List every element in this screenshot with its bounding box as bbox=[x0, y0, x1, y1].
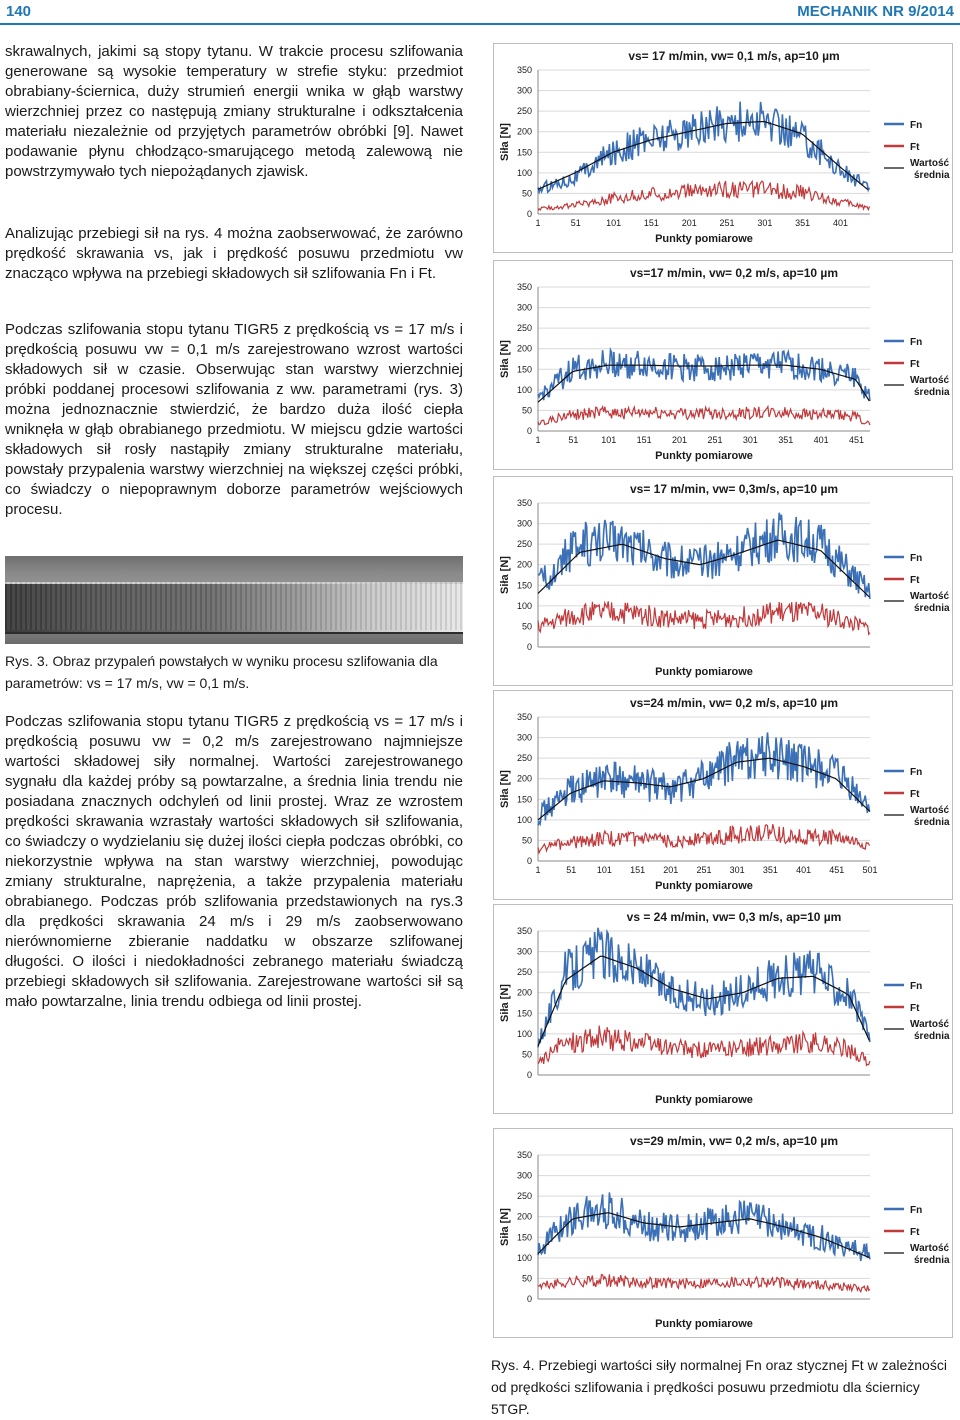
y-tick-label: 350 bbox=[516, 282, 532, 292]
legend-label: Fn bbox=[910, 337, 923, 348]
force-chart-svg bbox=[494, 1129, 954, 1339]
x-tick-label: 401 bbox=[813, 435, 829, 445]
figure-3-caption: Rys. 3. Obraz przypaleń powstałych w wyniku procesu szlifowania dla parametrów: vs = 17 m/s, vw = 0,1 m/s. bbox=[5, 653, 438, 691]
y-tick-label: 0 bbox=[526, 426, 532, 436]
force-chart-svg bbox=[494, 44, 954, 254]
force-chart-svg bbox=[494, 261, 954, 471]
y-tick-label: 200 bbox=[516, 773, 532, 784]
journal-title: MECHANIK NR 9/2014 bbox=[797, 3, 954, 20]
page-header bbox=[0, 0, 960, 30]
force-chart-4 bbox=[493, 690, 953, 900]
y-tick-label: 200 bbox=[516, 343, 532, 354]
legend-label: Wartość bbox=[910, 1243, 950, 1254]
series-ft-line bbox=[538, 824, 870, 853]
x-tick-label: 151 bbox=[630, 865, 646, 875]
x-tick-label: 1 bbox=[535, 435, 541, 445]
legend-label: Wartość bbox=[910, 591, 950, 602]
chart-title: vs = 24 m/min, vw= 0,3 m/s, ap=10 µm bbox=[626, 910, 842, 924]
series-fn-line bbox=[538, 928, 870, 1048]
series-fn-line bbox=[538, 1192, 870, 1261]
y-tick-label: 250 bbox=[516, 753, 532, 764]
chart-title: vs= 17 m/min, vw= 0,1 m/s, ap=10 µm bbox=[628, 49, 840, 63]
y-tick-label: 300 bbox=[516, 732, 532, 743]
x-tick-label: 151 bbox=[636, 435, 652, 445]
legend-label: Fn bbox=[910, 767, 923, 778]
x-tick-label: 1 bbox=[535, 218, 541, 228]
legend-label: Wartość bbox=[910, 375, 950, 386]
chart-title: vs=29 m/min, vw= 0,2 m/s, ap=10 µm bbox=[629, 1134, 839, 1148]
y-tick-label: 200 bbox=[516, 126, 532, 137]
y-tick-label: 350 bbox=[516, 65, 532, 75]
y-tick-label: 50 bbox=[521, 188, 532, 199]
legend-label: Wartość bbox=[910, 1019, 950, 1030]
force-chart-1 bbox=[493, 43, 953, 253]
legend-label: średnia bbox=[914, 170, 950, 181]
y-axis-label: Siła [N] bbox=[499, 1208, 511, 1246]
x-tick-label: 251 bbox=[719, 218, 735, 228]
page-number: 140 bbox=[6, 3, 32, 20]
y-tick-label: 150 bbox=[516, 1008, 532, 1019]
x-tick-label: 51 bbox=[570, 218, 581, 228]
y-tick-label: 250 bbox=[516, 106, 532, 117]
x-tick-label: 401 bbox=[796, 865, 812, 875]
series-fn-line bbox=[538, 513, 870, 599]
y-tick-label: 100 bbox=[516, 600, 532, 611]
y-tick-label: 50 bbox=[521, 1273, 532, 1284]
y-tick-label: 200 bbox=[516, 987, 532, 998]
y-tick-label: 150 bbox=[516, 1232, 532, 1243]
legend-label: Fn bbox=[910, 120, 923, 131]
x-tick-label: 251 bbox=[707, 435, 723, 445]
y-axis-label: Siła [N] bbox=[499, 770, 511, 808]
force-chart-svg bbox=[494, 905, 954, 1115]
y-axis-label: Siła [N] bbox=[499, 340, 511, 378]
paragraph-2: Analizując przebiegi sił na rys. 4 można zaobserwować, że zarówno prędkość skrawania vs, jak i prędkość posuwu przedmiotu vw znacząco wpływa na przebiegi składowych sił szlifowania Fn i Ft. bbox=[5, 225, 463, 282]
force-chart-2 bbox=[493, 260, 953, 470]
y-tick-label: 300 bbox=[516, 85, 532, 96]
y-tick-label: 350 bbox=[516, 498, 532, 508]
y-tick-label: 0 bbox=[526, 856, 532, 866]
series-fn-line bbox=[538, 102, 870, 193]
force-chart-6 bbox=[493, 1128, 953, 1338]
x-tick-label: 101 bbox=[601, 435, 617, 445]
x-axis-label: Punkty pomiarowe bbox=[655, 1094, 753, 1106]
legend-label: Wartość bbox=[910, 805, 950, 816]
paragraph-3: Podczas szlifowania stopu tytanu TIGR5 z prędkością vs = 17 m/s i prędkością posuwu vw = 0,1 m/s zarejestrowano wzrost wartości składowych sił w czasie. Obserwując stan warstwy wierzchniej próbki poddanej procesowi szlifowania z ww. parametrami (rys. 3) można jednoznacznie stwierdzić, że bardzo duża ilość ciepła wniknęła w głąb obrabianego przedmiotu. W miejscu gdzie wartości składowych sił rosły nastąpiły zmiany strukturalne materiału, powstały przypalenia warstwy wierzchniej na większej części próbki, co świadczy o niepoprawnym doborze parametrów wejściowych procesu. bbox=[5, 321, 463, 518]
burn-marks-photo bbox=[5, 556, 463, 644]
force-chart-svg bbox=[494, 691, 954, 901]
x-tick-label: 201 bbox=[663, 865, 679, 875]
legend-label: Ft bbox=[910, 1003, 920, 1014]
legend-label: Ft bbox=[910, 1227, 920, 1238]
y-axis-label: Siła [N] bbox=[499, 123, 511, 161]
legend-label: Ft bbox=[910, 789, 920, 800]
x-tick-label: 1 bbox=[535, 865, 541, 875]
y-tick-label: 150 bbox=[516, 580, 532, 591]
x-tick-label: 251 bbox=[696, 865, 712, 875]
y-tick-label: 200 bbox=[516, 1211, 532, 1222]
x-axis-label: Punkty pomiarowe bbox=[655, 233, 753, 245]
y-tick-label: 350 bbox=[516, 712, 532, 722]
y-tick-label: 250 bbox=[516, 1191, 532, 1202]
series-ft-line bbox=[538, 407, 870, 425]
y-tick-label: 0 bbox=[526, 1294, 532, 1304]
x-axis-label: Punkty pomiarowe bbox=[655, 666, 753, 678]
y-tick-label: 50 bbox=[521, 621, 532, 632]
y-tick-label: 200 bbox=[516, 559, 532, 570]
legend-label: Ft bbox=[910, 575, 920, 586]
series-ft-line bbox=[538, 1026, 870, 1066]
chart-title: vs= 17 m/min, vw= 0,3m/s, ap=10 µm bbox=[629, 482, 839, 496]
legend-label: Ft bbox=[910, 142, 920, 153]
y-tick-label: 100 bbox=[516, 814, 532, 825]
force-chart-3 bbox=[493, 476, 953, 686]
x-axis-label: Punkty pomiarowe bbox=[655, 450, 753, 462]
header-rule bbox=[0, 23, 960, 25]
y-tick-label: 0 bbox=[526, 209, 532, 219]
y-tick-label: 0 bbox=[526, 1070, 532, 1080]
x-tick-label: 51 bbox=[566, 865, 577, 875]
y-tick-label: 300 bbox=[516, 518, 532, 529]
y-tick-label: 300 bbox=[516, 946, 532, 957]
y-tick-label: 100 bbox=[516, 1252, 532, 1263]
y-tick-label: 150 bbox=[516, 364, 532, 375]
y-tick-label: 300 bbox=[516, 1170, 532, 1181]
x-tick-label: 401 bbox=[832, 218, 849, 228]
series-ft-line bbox=[538, 1274, 870, 1291]
force-chart-svg bbox=[494, 477, 954, 687]
y-tick-label: 300 bbox=[516, 302, 532, 313]
y-tick-label: 50 bbox=[521, 1049, 532, 1060]
y-tick-label: 350 bbox=[516, 1150, 532, 1160]
y-tick-label: 100 bbox=[516, 167, 532, 178]
y-tick-label: 150 bbox=[516, 147, 532, 158]
y-tick-label: 50 bbox=[521, 405, 532, 416]
force-chart-5 bbox=[493, 904, 953, 1114]
y-tick-label: 250 bbox=[516, 967, 532, 978]
x-tick-label: 151 bbox=[643, 218, 659, 228]
legend-label: Fn bbox=[910, 553, 923, 564]
x-axis-label: Punkty pomiarowe bbox=[655, 880, 753, 892]
x-tick-label: 351 bbox=[778, 435, 794, 445]
legend-label: średnia bbox=[914, 1031, 950, 1042]
legend-label: średnia bbox=[914, 817, 950, 828]
x-tick-label: 351 bbox=[762, 865, 778, 875]
y-tick-label: 250 bbox=[516, 539, 532, 550]
y-tick-label: 150 bbox=[516, 794, 532, 805]
legend-label: Fn bbox=[910, 1205, 923, 1216]
y-tick-label: 50 bbox=[521, 835, 532, 846]
legend-label: średnia bbox=[914, 387, 950, 398]
chart-title: vs=17 m/min, vw= 0,2 m/s, ap=10 µm bbox=[629, 266, 839, 280]
y-tick-label: 100 bbox=[516, 1028, 532, 1039]
x-tick-label: 201 bbox=[672, 435, 688, 445]
x-axis-label: Punkty pomiarowe bbox=[655, 1318, 753, 1330]
y-tick-label: 250 bbox=[516, 323, 532, 334]
x-tick-label: 301 bbox=[742, 435, 758, 445]
y-axis-label: Siła [N] bbox=[499, 556, 511, 594]
legend-label: średnia bbox=[914, 1255, 950, 1266]
series-ft-line bbox=[538, 181, 870, 211]
legend-label: Wartość bbox=[910, 158, 950, 169]
paragraph-1: skrawalnych, jakimi są stopy tytanu. W trakcie procesu szlifowania generowane są wysokie temperatury w strefie styku: przedmiot obrabiany-ściernica, duży strumień energii wnika w głąb warstwy wierzchniej przez co następują zmiany strukturalne i odkształcenia materiału niezależnie od przyjętych parametrów obróbki [9]. Nawet podawanie płynu chłodząco-smarującego metodą zalewową nie powstrzymywało tych niepożądanych zjawisk. bbox=[5, 43, 463, 180]
series-fn-line bbox=[538, 350, 870, 401]
x-tick-label: 201 bbox=[681, 218, 697, 228]
x-tick-label: 101 bbox=[596, 865, 612, 875]
paragraph-4: Podczas szlifowania stopu tytanu TIGR5 z prędkością vs = 17 m/s i prędkością posuwu vw = 0,2 m/s zarejestrowano najmniejsze wartości składowej siły normalnej. Wartości zarejestrowanego sygnału dla każdej próby są powtarzalne, a średnia linia trendu nie posiadana znacznych odchyleń od linii prostej. Wraz ze wzrostem prędkości skrawania wzrastały wartości składowych sił szlifowania, co świadczy o wydzielaniu się dużej ilości ciepła podczas obróbki, co niekorzystnie wpływa na stan warstwy wierzchniej, powodując zmiany strukturalne, naprężenia, a także przypalenia materiału obrabianego. Podczas prób szlifowania przedstawionych na rys.3 dla prędkości skrawania 24 m/s i 29 m/s zaobserwowano nierównomierne zbieranie naddatku w obszarze szlifowanej długości. O ilości i niedokładności zebranego materiału świadczą przebiegi składowych sił szlifowania. Zarejestrowane wartości sił są mało powtarzalne, linia trendu odbiega od linii prostej. bbox=[5, 713, 463, 1010]
y-tick-label: 350 bbox=[516, 926, 532, 936]
figure-4-caption: Rys. 4. Przebiegi wartości siły normalnej Fn oraz stycznej Ft w zależności od prędkości szlifowania i prędkości posuwu przedmiotu dla ściernicy 5TGP. bbox=[491, 1357, 947, 1417]
x-tick-label: 451 bbox=[849, 435, 865, 445]
x-tick-label: 301 bbox=[729, 865, 745, 875]
legend-label: średnia bbox=[914, 603, 950, 614]
legend-label: Ft bbox=[910, 359, 920, 370]
legend-label: Fn bbox=[910, 981, 923, 992]
y-axis-label: Siła [N] bbox=[499, 984, 511, 1022]
y-tick-label: 100 bbox=[516, 384, 532, 395]
x-tick-label: 301 bbox=[757, 218, 773, 228]
x-tick-label: 451 bbox=[829, 865, 845, 875]
y-tick-label: 0 bbox=[526, 642, 532, 652]
chart-title: vs=24 m/min, vw= 0,2 m/s, ap=10 µm bbox=[629, 696, 839, 710]
x-tick-label: 351 bbox=[795, 218, 811, 228]
x-tick-label: 51 bbox=[568, 435, 579, 445]
x-tick-label: 501 bbox=[862, 865, 878, 875]
x-tick-label: 101 bbox=[606, 218, 622, 228]
